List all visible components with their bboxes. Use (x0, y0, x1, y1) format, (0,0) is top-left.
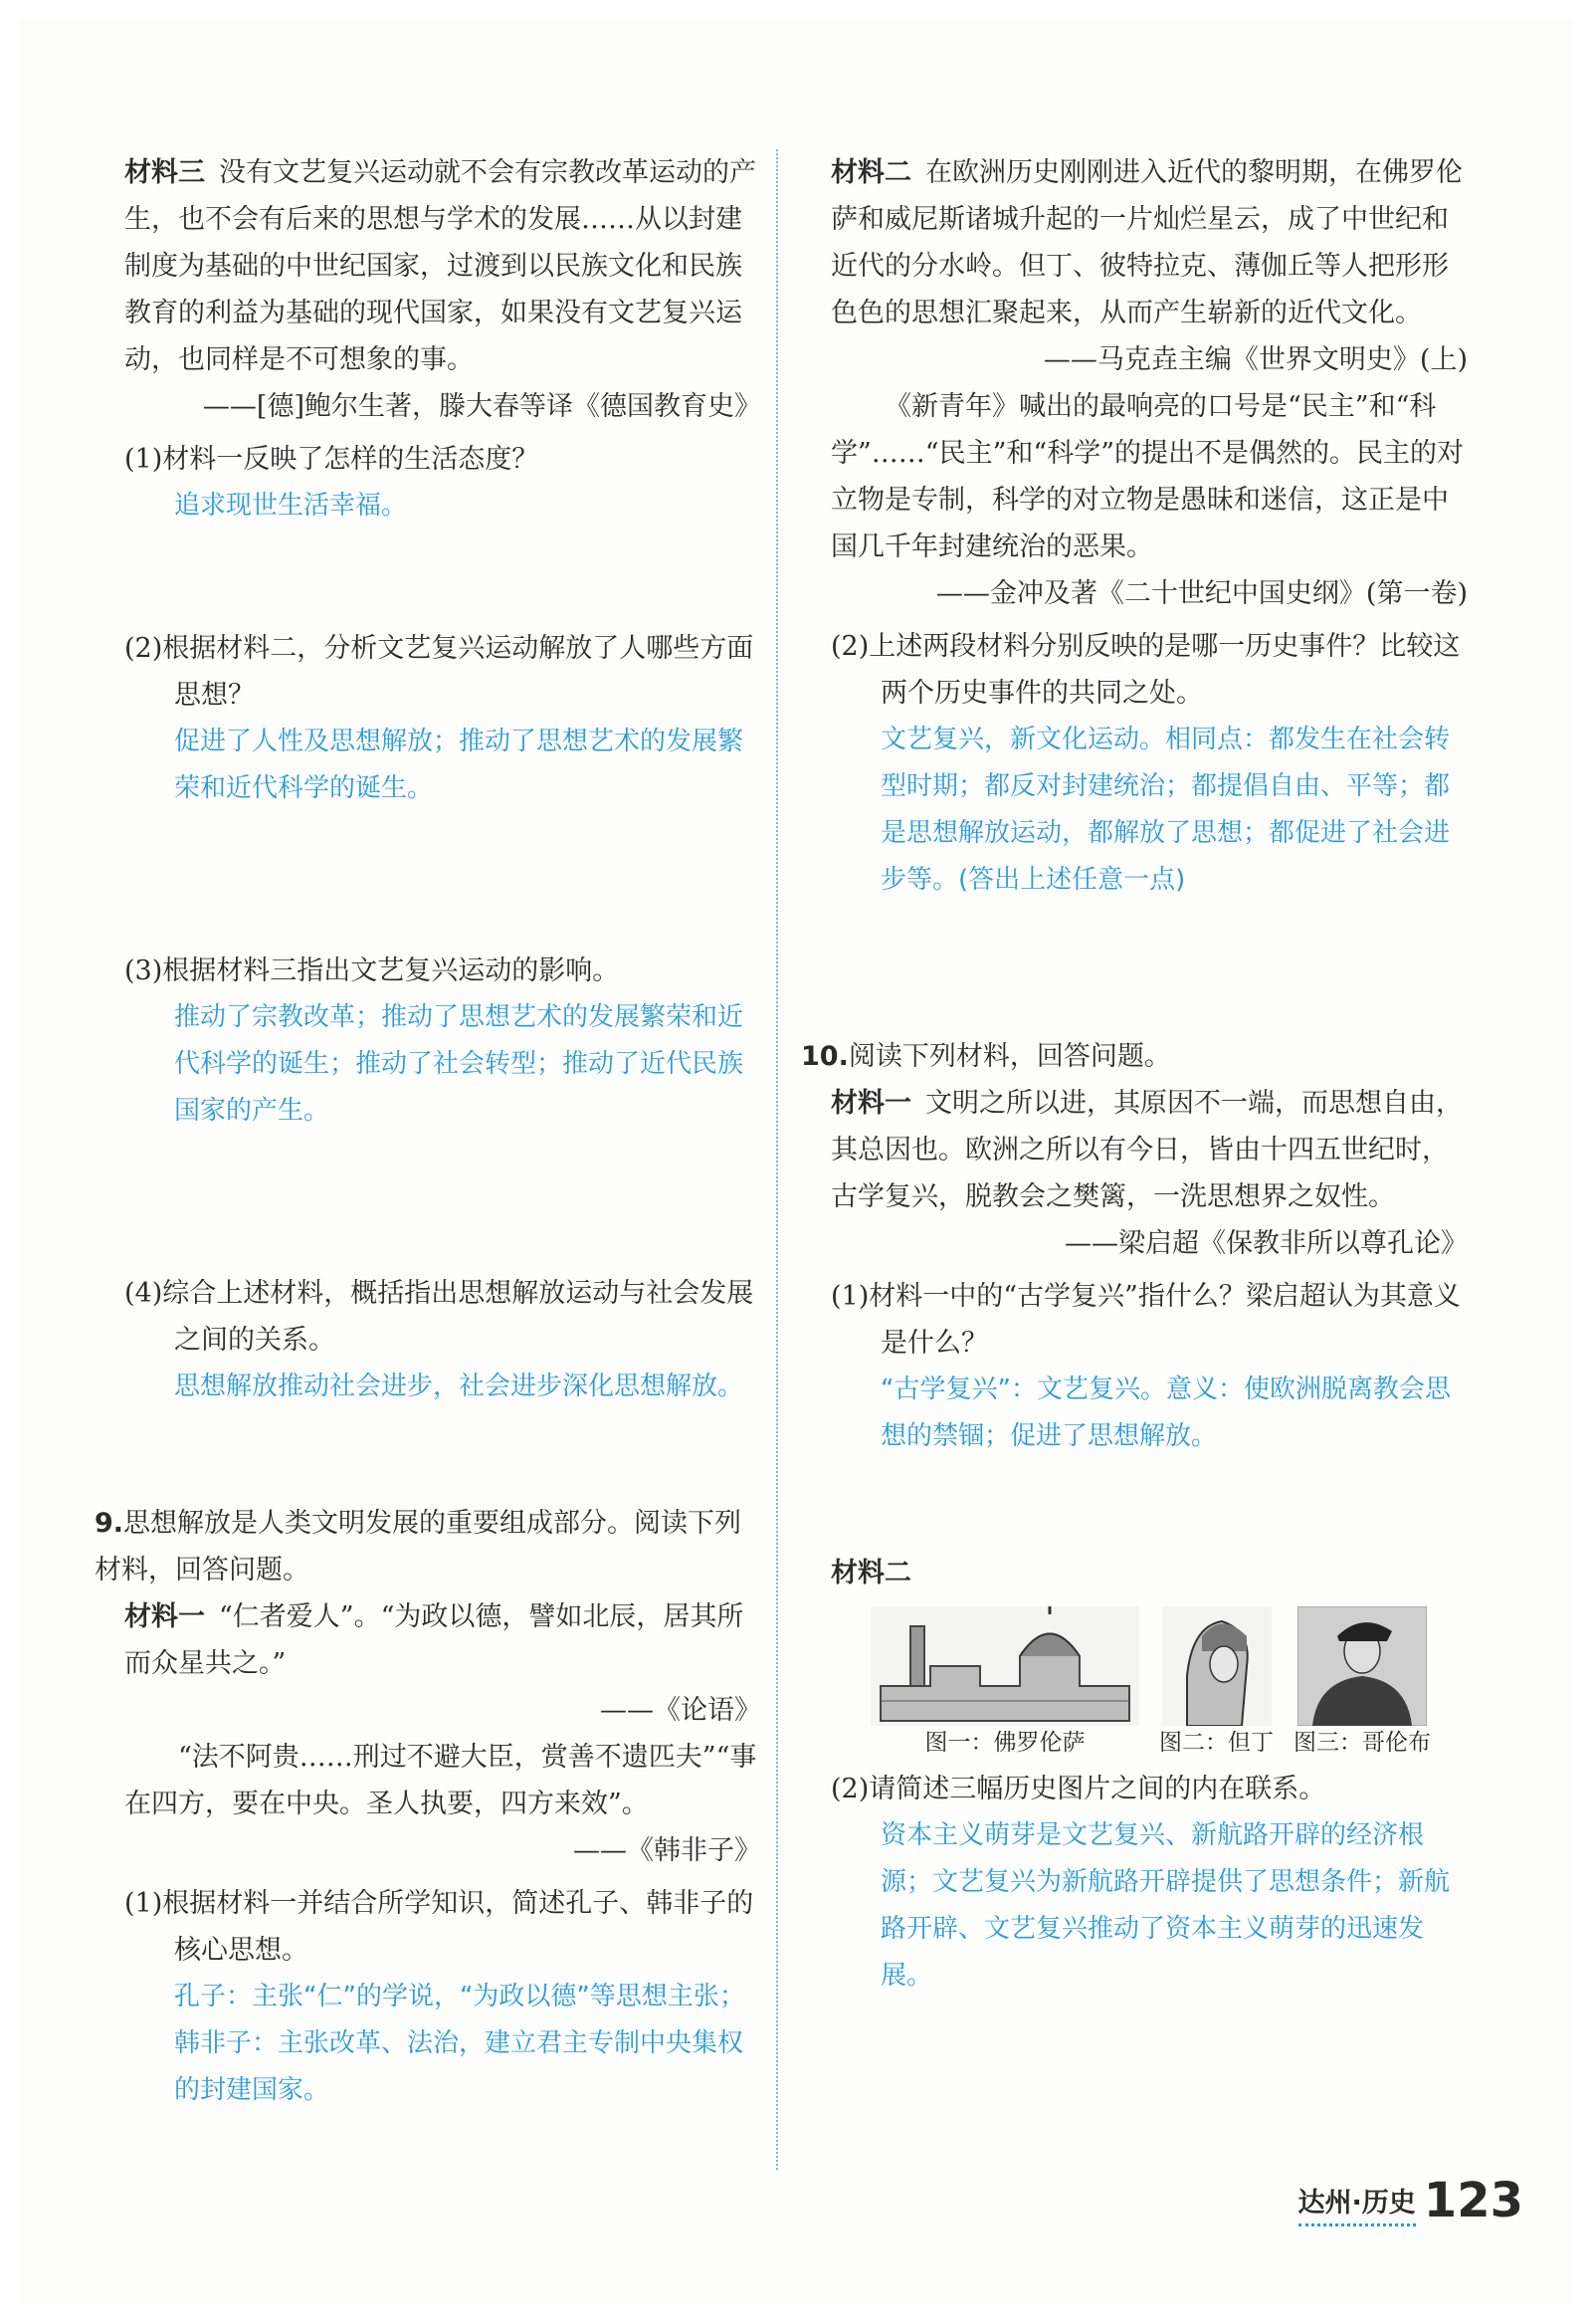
q10-answer-2: 资本主义萌芽是文艺复兴、新航路开辟的经济根源；文艺复兴为新航路开辟提供了思想条件；新航路开辟、文艺复兴推动了资本主义萌芽的迅速发展。 (881, 1820, 1451, 1991)
question-1: (1)材料一反映了怎样的生活态度？ (124, 444, 539, 475)
figure-3-caption: 图三：哥伦布 (1294, 1730, 1431, 1756)
figure-dante (1159, 1606, 1274, 1760)
answer-4: 思想解放推动社会进步，社会进步深化思想解放。 (174, 1372, 744, 1401)
q9-sub-1: (1)根据材料一并结合所学知识，简述孔子、韩非子的核心思想。 (124, 1888, 754, 1966)
q9-sub-2: (2)上述两段材料分别反映的是哪一历史事件？比较这两个历史事件的共同之处。 (831, 631, 1461, 709)
figure-2-caption: 图二：但丁 (1159, 1730, 1274, 1756)
figure-florence (871, 1606, 1139, 1760)
q10-material-1-text: 文明之所以进，其原因不一端，而思想自由，其总因也。欧洲之所以有今日，皆由十四五世纪时，古学复兴，脱教会之樊篱，一洗思想界之奴性。 (831, 1088, 1463, 1212)
q10-material-1-label: 材料一 (831, 1088, 911, 1119)
q9-material-1-label: 材料一 (124, 1601, 205, 1632)
q10-sub-1: (1)材料一中的“古学复兴”指什么？梁启超认为其意义是什么？ (831, 1281, 1461, 1359)
material-2 (831, 149, 1468, 336)
question-2: (2)根据材料二，分析文艺复兴运动解放了人哪些方面思想？ (124, 633, 754, 711)
question-10 (801, 1033, 1468, 1080)
q9-material-1-source: ——《论语》 (600, 1695, 761, 1726)
q10-material-1-source: ——梁启超《保教非所以尊孔论》 (1065, 1228, 1468, 1259)
q9-material-1 (124, 1593, 761, 1687)
footer-subject: 达州·历史 (1298, 2181, 1416, 2226)
material-3-label: 材料三 (124, 157, 205, 188)
q9-material-1-text: “仁者爱人”。“为政以德，譬如北辰，居其所而众星共之。” (124, 1601, 744, 1679)
figure-row (831, 1606, 1468, 1760)
material-2-text: 在欧洲历史刚刚进入近代的黎明期，在佛罗伦萨和威尼斯诸城升起的一片灿烂星云，成了中世纪和近代的分水岭。但丁、彼特拉克、薄伽丘等人把形形色色的思想汇聚起来，从而产生崭新的近代文化。 (831, 157, 1463, 328)
answer-1: 追求现世生活幸福。 (174, 491, 408, 521)
material-3 (124, 149, 761, 383)
q9-material-1b-text: “法不阿贵……刑过不避大臣，赏善不遗匹夫”“事在四方，要在中央。圣人执要，四方来效”。 (124, 1742, 757, 1819)
page-number: 123 (1423, 2173, 1523, 2228)
answer-2: 促进了人性及思想解放；推动了思想艺术的发展繁荣和近代科学的诞生。 (174, 727, 744, 803)
left-column (95, 149, 761, 2114)
answer-3: 推动了宗教改革；推动了思想艺术的发展繁荣和近代科学的诞生；推动了社会转型；推动了近代民族国家的产生。 (174, 1002, 744, 1126)
column-divider (776, 149, 778, 2170)
question-9-number: 9. (95, 1508, 124, 1539)
right-column (801, 149, 1468, 2000)
q9-answer-2: 文艺复兴，新文化运动。相同点：都发生在社会转型时期；都反对封建统治；都提倡自由、平等；都是思想解放运动，都解放了思想；都促进了社会进步等。(答出上述任意一点) (881, 725, 1451, 895)
material-2-source: ——马克垚主编《世界文明史》(上) (1043, 344, 1468, 375)
question-9 (95, 1500, 761, 1593)
material-3-source: ——[德]鲍尔生著，滕大春等译《德国教育史》 (202, 391, 761, 422)
question-3: (3)根据材料三指出文艺复兴运动的影响。 (124, 955, 620, 986)
q9-answer-1: 孔子：主张“仁”的学说，“为政以德”等思想主张；韩非子：主张改革、法治，建立君主专制中央集权的封建国家。 (174, 1982, 745, 2105)
figure-1-caption: 图一：佛罗伦萨 (924, 1730, 1086, 1756)
figure-columbus (1294, 1606, 1431, 1760)
page-footer (1298, 2175, 1523, 2226)
material-2b-text: 《新青年》喊出的最响亮的口号是“民主”和“科学”……“民主”和“科学”的提出不是偶然的。民主的对立物是专制，科学的对立物是愚昧和迷信，这正是中国几千年封建统治的恶果。 (831, 391, 1465, 562)
material-2-label: 材料二 (831, 157, 911, 188)
q9-material-1b-source: ——《韩非子》 (573, 1835, 761, 1866)
question-9-stem: 思想解放是人类文明发展的重要组成部分。阅读下列材料，回答问题。 (95, 1508, 742, 1585)
q10-answer-1: “古学复兴”：文艺复兴。意义：使欧洲脱离教会思想的禁锢；促进了思想解放。 (881, 1374, 1451, 1451)
material-2b-source: ——金冲及著《二十世纪中国史纲》(第一卷) (935, 578, 1468, 609)
question-10-number: 10. (801, 1041, 849, 1072)
columbus-portrait-image (1297, 1606, 1427, 1726)
material-3-text: 没有文艺复兴运动就不会有宗教改革运动的产生，也不会有后来的思想与学术的发展……从以封建制度为基础的中世纪国家，过渡到以民族文化和民族教育的利益为基础的现代国家，如果没有文艺复兴运动，也同样是不可想象的事。 (124, 157, 756, 375)
q10-sub-2: (2)请简述三幅历史图片之间的内在联系。 (831, 1774, 1326, 1804)
q10-material-2-label: 材料二 (831, 1558, 911, 1588)
dante-portrait-image (1162, 1606, 1272, 1726)
q10-material-1 (831, 1080, 1468, 1220)
florence-cathedral-image (871, 1606, 1139, 1726)
question-4: (4)综合上述材料，概括指出思想解放运动与社会发展之间的关系。 (124, 1278, 754, 1356)
question-10-stem: 阅读下列材料，回答问题。 (848, 1041, 1171, 1072)
